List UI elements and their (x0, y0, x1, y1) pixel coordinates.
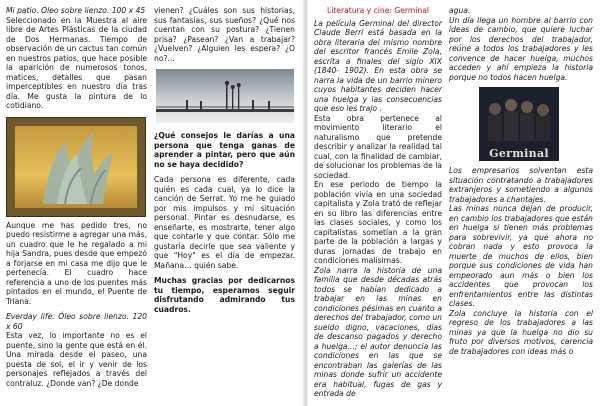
movie-title: Germinal (489, 146, 549, 160)
caption-everday-life: Everday life. Óleo sobre lienzo. 120 x 60 (6, 312, 147, 331)
question-consejos: ¿Qué consejos le darías a una persona que tenga ganas de aprender a pintar, pero que aún no se haya decidido? (154, 131, 295, 169)
column-1 (6, 6, 147, 388)
paragraph-capitalismo: En ese periodo de tiempo la población vivía en una sociedad capitalista y Zola trató de reflejar en su libro las diferencias entre las clases sociales, y como los capitalistas sometían a la gran parte de la población a largas y duras jornadas de trabajo en condiciones malísimas. (314, 180, 442, 265)
caption-mi-patio: Mi patio. Óleo sobre lienzo. 100 x 45 (6, 6, 146, 15)
paragraph-regalo-sandra: Aunque me has pedido tres, no puedo resistirme a agregar una más, un cuadro que le he regalado a mi hija Sandra, pues desde que empezó a forjarse en mi casa me dijo que le pertenecía. El cuadro hace referencia a uno de los puentes más pintados en el mundo, el Puente de Triana. (6, 220, 147, 306)
column-4 (449, 6, 593, 356)
page-fold (303, 0, 308, 406)
paragraph-naturalismo: Esta obra pertenece al movimiento literario el naturalismo que pretende describir y analizar la realidad tal cual, con la finalidad de cambiar, de solucionar los problemas de la sociedad. (314, 113, 442, 180)
paragraph-familia-minera: Zola narra la historia de una familia que desde décadas atrás todos se habían dedicado a trabajar en las minas en condiciones pésimas en cuanto a derechos del trabajador, como un sueldo digno, vacaciones, días de descanso pagados y derecho a huelga...; el autor denuncia las condiciones en las que se encontraban las galerías de las minas donde sufrir un accidente era habitual, fugas de gas y entrada de (314, 265, 442, 398)
paragraph-minas-producir: Las minas nunca dejan de producir, en cambio los trabajadores que están en huelga si tienen más problemas para sobrevivir, ya que ahora no cobran nada y esto provoca la muerte de muchos de ellos, bien porque sus condiciones de vida han empeorado aun más o bien los accidentes que provocan los enfrentamientos entre las distintas clases. (449, 204, 593, 308)
germinal-poster-image (479, 87, 559, 161)
thanks-note: Muchas gracias por dedicarnos tu tiempo, esperamos seguir disfrutando admirando tus cuadros. (154, 276, 295, 314)
column-3 (314, 6, 442, 399)
answer-consejos: Cada persona es diferente, cada quién es cada cual, ya lo dice la canción de Serrat. Yo me he guiado por mis impulsos y mi situación personal. Pintar es desnudarse, es enseñarte, es mostrarte, tener algo que contarle y que contar. Sólo me gustaría decirle que sea valiente y que "Hoy" es el día de empezar. Mañana… quién sabe. (154, 175, 295, 270)
painting-cactus-image (6, 117, 146, 217)
column-2 (154, 6, 295, 314)
bridge-silhouette-icon (156, 69, 294, 123)
cactus-icon (7, 118, 145, 216)
paragraph-agua: agua. (449, 6, 471, 15)
paragraph-germinal-intro: La película Germinal del director Claude Berri está basada en la obra literaria del mismo nombre del escritor francés Emile Zola, escrita a finales del siglo XIX (1840- 1902). En esta obra se narra la vida de un barrio minero cuyos habitantes deciden hacer una huelga y las consecuencias que eso les trajo . (314, 18, 442, 113)
paragraph-empresarios: Los empresarios solventan esta situación contratando a trabajadores extranjeros y sometiendo a algunos trabajadores a chantajes. (449, 166, 593, 204)
article-title: Literatura y cine: Germinal (326, 6, 430, 15)
paragraph-hombre-cambio: Un día llega un hombre al barrio con ideas de cambio, que quiere luchar por los derechos del trabajador, reúne a todos los trabajadores y les convence de hacer huelga, muchos acceden y ahí empieza la historia porque no todos hacen huelga. (449, 15, 593, 82)
paragraph-zola-concluye: Zola concluye la historia con el regreso de los trabajadores a las minas ya que la huelga no dio su fruto por diversos motivos, carencia de trabajadores con ideas más o (449, 308, 593, 356)
paragraph-mi-patio: Seleccionado en la Muestra al aire libre de Artes Plásticas de la ciudad de Dos Hermanas. Tiempo de observación de un cactus tan común en nuestros patios, que hace posible la aparición de numerosos tonos, matices, detalles que pasan imperceptibles en nuestro día tras día. Me gusta la pintura de lo cotidiano. (6, 15, 147, 110)
paragraph-preguntas: vienen? ¿Cuáles son sus historias, sus fantasías, sus sueños? ¿Qué nos cuentan con su postura? ¿Tienen prisa? ¿Pasean? ¿Van a trabajar? ¿Vuelven? ¿Alguien les espera? ¿O no?... (154, 6, 295, 63)
painting-bridge-image (156, 69, 294, 123)
paragraph-everday-life: Esta vez, lo importante no es el puente, sino la gente que está en él. Una mirada desde el paseo, una puesta de sol, el ir y venir de los personajes reflejados a través del contraluz. ¿Donde van? ¿De donde (6, 331, 147, 388)
